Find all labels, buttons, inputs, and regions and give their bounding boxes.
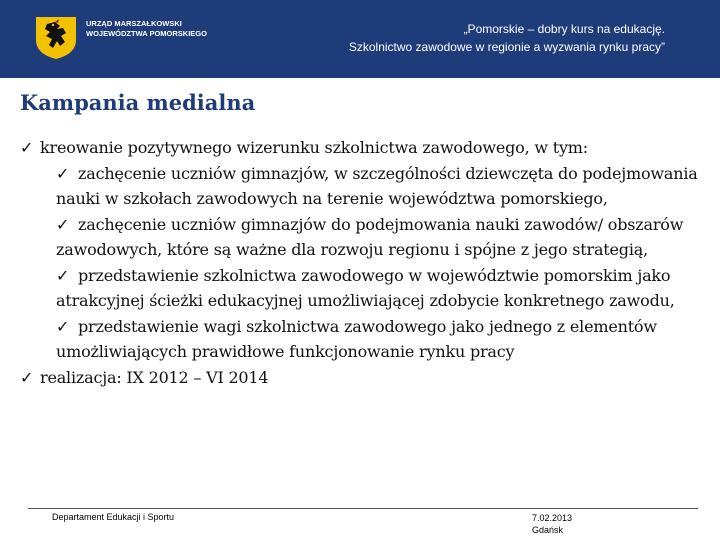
footer-date: 7.02.2013	[532, 513, 573, 523]
slide-content	[20, 135, 710, 390]
presentation-title-line-2: Szkolnictwo zawodowe w regionie a wyzwania rynku pracy”	[348, 40, 665, 54]
checkmark-icon: ✓	[56, 163, 70, 183]
sub-bullet-text: zachęcenie uczniów gimnazjów, w szczególności dziewczęta do podejmowania nauki w szkołach zawodowych na terenie województwa pomorskiego,	[56, 163, 698, 208]
bullet-text: kreowanie pozytywnego wizerunku szkolnictwa zawodowego, w tym:	[40, 138, 588, 157]
checkmark-icon: ✓	[20, 138, 34, 157]
checkmark-icon: ✓	[56, 316, 70, 336]
footer-department: Departament Edukacji i Sportu	[52, 512, 175, 522]
footer-city: Gdańsk	[532, 525, 564, 535]
logo-text	[86, 19, 207, 39]
sub-bullet-text: przedstawienie szkolnictwa zawodowego w województwie pomorskim jako atrakcyjnej ścieżki edukacyjnej umożliwiającej zdobycie konkretnego zawodu,	[56, 265, 675, 310]
footer-divider	[28, 508, 698, 509]
checkmark-icon: ✓	[56, 214, 70, 234]
office-logo	[33, 14, 207, 60]
bullet-item	[20, 135, 710, 161]
griffin-crest-icon	[33, 14, 79, 60]
presentation-title-line-1: „Pomorskie – dobry kurs na edukację.	[463, 22, 665, 36]
sub-bullet-item	[56, 212, 710, 263]
bullet-text: realizacja: IX 2012 – VI 2014	[40, 367, 269, 387]
bullet-item	[20, 365, 710, 391]
sub-bullet-item	[56, 161, 710, 212]
sub-bullet-item	[56, 263, 710, 314]
header-banner	[0, 0, 720, 78]
footer-date-place	[532, 512, 572, 536]
logo-line-2: WOJEWÓDZTWA POMORSKIEGO	[86, 29, 207, 38]
checkmark-icon: ✓	[20, 367, 34, 387]
presentation-title	[349, 20, 665, 56]
sub-bullet-text: zachęcenie uczniów gimnazjów do podejmowania nauki zawodów/ obszarów zawodowych, które są ważne dla rozwoju regionu i spójne z jego strategią,	[56, 214, 684, 259]
sub-bullet-text: przedstawienie wagi szkolnictwa zawodowego jako jednego z elementów umożliwiających prawidłowe funkcjonowanie rynku pracy	[56, 316, 657, 361]
logo-line-1: URZĄD MARSZAŁKOWSKI	[86, 19, 182, 28]
checkmark-icon: ✓	[56, 265, 70, 285]
slide-title: Kampania medialna	[20, 90, 256, 115]
sub-bullet-item	[56, 314, 710, 365]
